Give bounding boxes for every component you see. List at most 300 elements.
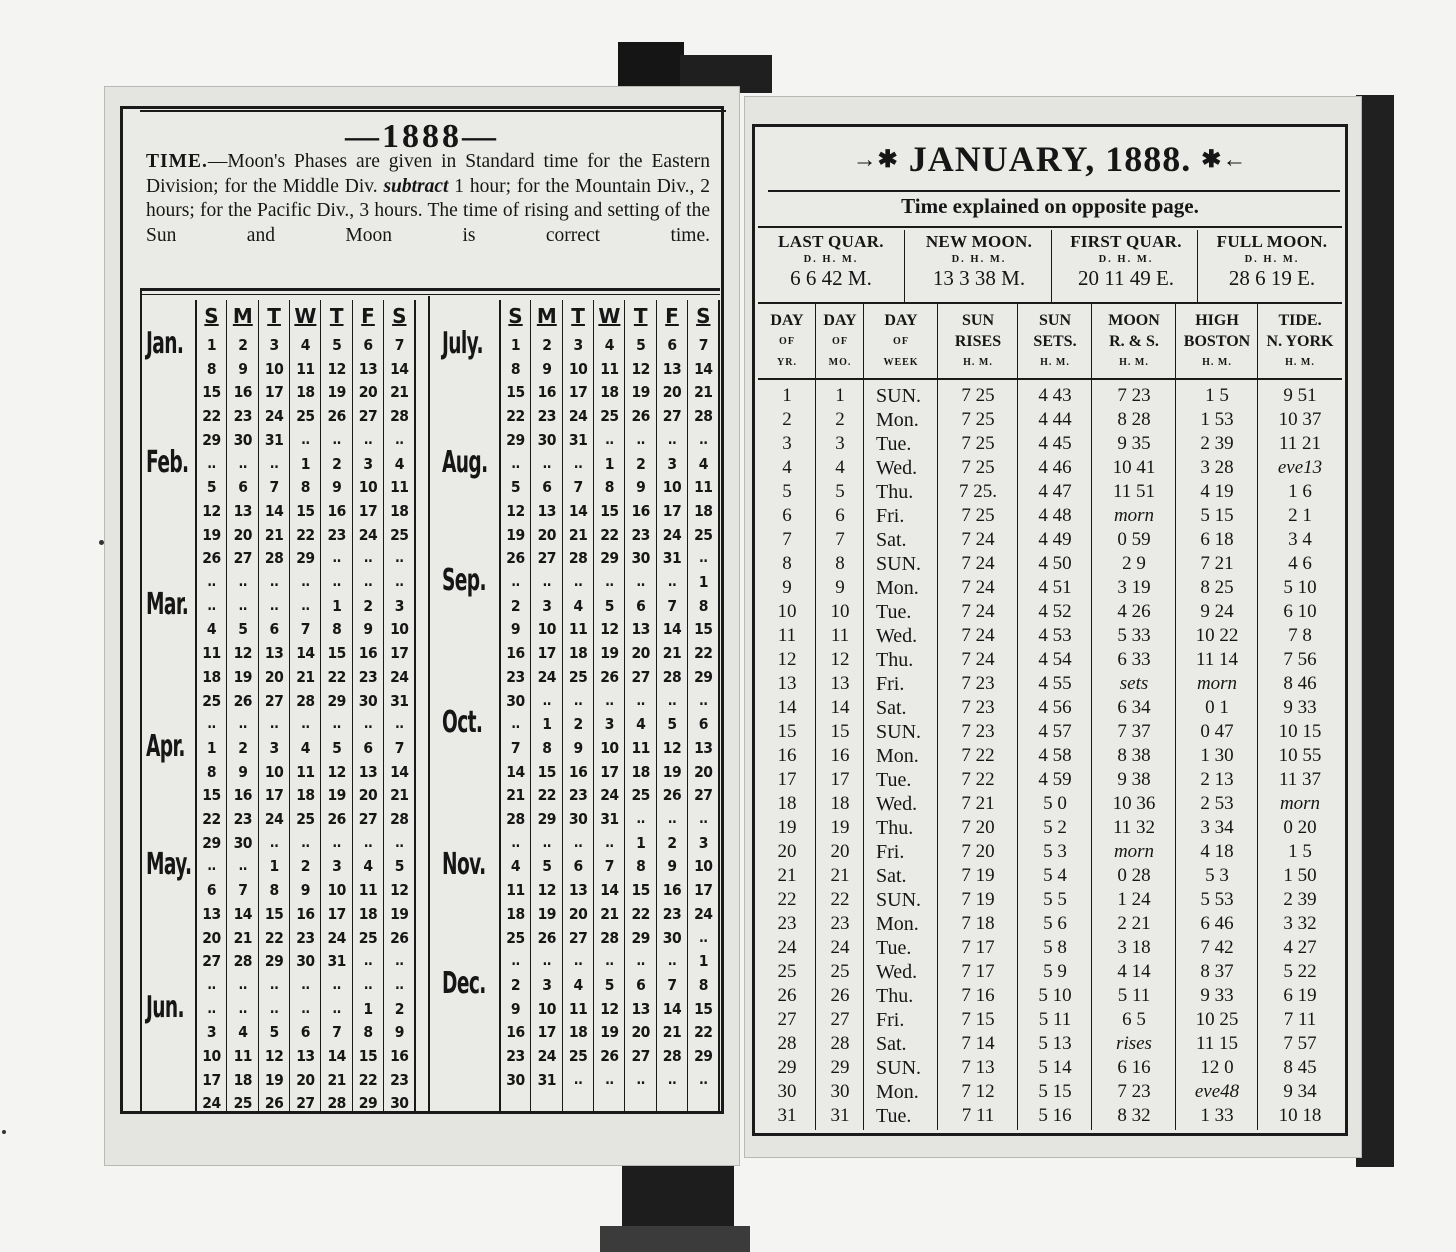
- calendar-day: 26: [600, 1047, 619, 1065]
- calendar-day: 30: [233, 833, 252, 852]
- almanac-cell: 4 52: [1038, 601, 1072, 622]
- almanac-cell: 4 54: [1038, 649, 1072, 670]
- almanac-cell: 19: [830, 817, 850, 838]
- calendar-day: 1: [332, 596, 342, 615]
- calendar-day: 25: [568, 667, 588, 686]
- calendar-day: ..: [511, 953, 520, 970]
- calendar-day: 5: [332, 738, 342, 757]
- calendar-day: 17: [568, 383, 588, 402]
- calendar-day: 30: [506, 691, 525, 710]
- almanac-cell: 7 17: [961, 937, 995, 958]
- almanac-cell: 27: [777, 1009, 797, 1030]
- calendar-day: 16: [568, 762, 588, 781]
- calendar-day: ..: [332, 716, 341, 733]
- almanac-cell: 14: [830, 697, 850, 718]
- calendar-day: 24: [694, 904, 713, 923]
- almanac-cell: SUN.: [876, 385, 922, 407]
- calendar-day: ..: [667, 953, 677, 970]
- calendar-day: 24: [537, 1047, 556, 1065]
- calendar-day: 16: [506, 1023, 525, 1042]
- calendar-day: 29: [694, 1047, 713, 1065]
- column-header: [816, 310, 864, 373]
- calendar-day: 20: [296, 1070, 315, 1089]
- almanac-cell: Sat.: [876, 529, 907, 551]
- almanac-cell: 5 15: [1200, 505, 1234, 526]
- almanac-cell: 6 18: [1200, 529, 1234, 550]
- calendar-day: 17: [662, 501, 682, 520]
- almanac-cell: 7 12: [961, 1081, 995, 1102]
- almanac-cell: 1 6: [1288, 481, 1312, 502]
- calendar-day: 28: [390, 810, 409, 828]
- calendar-day: 8: [300, 478, 310, 497]
- calendar-day: ..: [636, 692, 645, 709]
- calendar-day: ..: [238, 858, 248, 875]
- calendar-day: ..: [207, 716, 216, 733]
- almanac-cell: 1 30: [1200, 745, 1234, 766]
- calendar-day: 14: [296, 644, 315, 663]
- calendar-day: 1: [300, 454, 310, 473]
- almanac-cell: Tue.: [876, 433, 912, 455]
- calendar-day: 29: [506, 430, 525, 449]
- calendar-day: 19: [327, 383, 346, 402]
- table-header-rule: [758, 378, 1342, 380]
- month-label: Jun.: [146, 989, 184, 1025]
- calendar-day: 4: [698, 454, 708, 473]
- calendar-day: 12: [264, 1047, 284, 1065]
- calendar-day: 20: [662, 383, 682, 402]
- calendar-day: 7: [667, 596, 677, 615]
- calendar-day: 9: [238, 762, 248, 781]
- calendar-day: 9: [332, 478, 342, 497]
- almanac-cell: 7 24: [961, 577, 995, 598]
- calendar-day: 18: [568, 1023, 588, 1042]
- weekday-header: T: [633, 304, 648, 328]
- almanac-cell: 7 42: [1200, 937, 1234, 958]
- almanac-cell: 11 51: [1112, 481, 1156, 502]
- calendar-day: 13: [631, 999, 650, 1018]
- almanac-cell: 5 33: [1117, 625, 1151, 646]
- calendar-day: ..: [301, 431, 310, 448]
- calendar-day: ..: [699, 692, 708, 709]
- calendar-day: 20: [264, 667, 284, 686]
- phase-rule: [758, 302, 1342, 304]
- almanac-cell: 14: [777, 697, 797, 718]
- calendar-day: 11: [202, 644, 221, 663]
- calendar-day: 22: [264, 928, 284, 947]
- calendar-day: 1: [698, 952, 708, 971]
- calendar-day: 6: [573, 857, 583, 876]
- almanac-cell: morn: [1113, 841, 1155, 862]
- time-text-italic: subtract: [383, 175, 449, 197]
- calendar-day: 3: [363, 454, 373, 473]
- calendar-day: 28: [506, 810, 525, 828]
- calendar-day: 30: [358, 691, 378, 710]
- calendar-day: 13: [568, 881, 588, 900]
- almanac-cell: 22: [777, 889, 797, 910]
- calendar-day: 24: [537, 667, 556, 686]
- almanac-cell: 6 19: [1283, 985, 1317, 1006]
- calendar-day: 31: [662, 549, 682, 568]
- calendar-day: 9: [363, 620, 373, 639]
- almanac-cell: 15: [777, 721, 797, 742]
- calendar-day: ..: [573, 692, 583, 709]
- almanac-cell: Sat.: [876, 865, 907, 887]
- calendar-day: ..: [332, 976, 341, 993]
- calendar-day: 26: [202, 549, 221, 568]
- calendar-day: 29: [264, 952, 284, 971]
- calendar-day: ..: [636, 1071, 645, 1088]
- almanac-cell: 7 8: [1288, 625, 1312, 646]
- calendar-day: 19: [506, 525, 525, 544]
- calendar-day: 28: [694, 407, 713, 426]
- calendar-day: 2: [363, 596, 373, 615]
- calendar-day: 3: [332, 857, 342, 876]
- calendar-day: ..: [301, 574, 310, 590]
- calendar-day: 19: [600, 1023, 619, 1042]
- calendar-day: ..: [636, 953, 645, 970]
- calendar-day: 18: [631, 762, 650, 781]
- frame-rule: [140, 110, 726, 112]
- calendar-day: 10: [327, 881, 346, 900]
- almanac-cell: 9: [782, 577, 792, 598]
- almanac-cell: 25: [777, 961, 797, 982]
- almanac-cell: 5 3: [1043, 841, 1067, 862]
- calendar-day: 21: [296, 667, 315, 686]
- calendar-day: ..: [605, 953, 614, 970]
- calendar-day: 2: [542, 336, 552, 354]
- time-note: [146, 150, 710, 248]
- calendar-day: ..: [269, 574, 279, 590]
- calendar-day: 8: [332, 620, 342, 639]
- calendar-day: 7: [238, 881, 248, 900]
- calendar-day: 1: [542, 715, 552, 734]
- calendar-day: 18: [233, 1070, 252, 1089]
- almanac-cell: 6 33: [1117, 649, 1151, 670]
- calendar-day: 8: [269, 881, 279, 900]
- calendar-day: ..: [301, 834, 310, 851]
- weekday-header: M: [536, 304, 557, 328]
- calendar-day: ..: [238, 574, 248, 590]
- calendar-day: 13: [662, 359, 682, 378]
- almanac-cell: 8: [835, 553, 845, 574]
- calendar-day: 5: [604, 975, 614, 994]
- calendar-day: 5: [394, 857, 404, 876]
- calendar-day: 6: [269, 620, 279, 639]
- calendar-day: 15: [296, 501, 315, 520]
- calendar-day: 29: [327, 691, 346, 710]
- calendar-day: 9: [300, 881, 310, 900]
- almanac-cell: 7 56: [1283, 649, 1317, 670]
- calendar-day: 14: [662, 999, 682, 1018]
- almanac-cell: rises: [1116, 1033, 1152, 1054]
- almanac-cell: 7 22: [961, 745, 995, 766]
- calendar-day: 8: [542, 738, 552, 757]
- almanac-cell: 9: [835, 577, 845, 598]
- almanac-cell: 7 24: [961, 625, 995, 646]
- almanac-cell: 11 15: [1195, 1033, 1239, 1054]
- almanac-cell: 7 37: [1117, 721, 1151, 742]
- calendar-day: 20: [631, 1023, 650, 1042]
- calendar-day: 25: [568, 1047, 588, 1065]
- calendar-day: ..: [699, 811, 708, 827]
- almanac-cell: 5 16: [1038, 1105, 1072, 1126]
- calendar-day: 5: [667, 715, 677, 734]
- almanac-cell: 21: [777, 865, 797, 886]
- calendar-day: 12: [631, 359, 650, 378]
- calendar-day: 5: [604, 596, 614, 615]
- calendar-day: 15: [694, 620, 713, 639]
- column-header-line: YR.: [777, 357, 797, 368]
- almanac-cell: 2 1: [1288, 505, 1312, 526]
- almanac-cell: eve13: [1277, 457, 1323, 478]
- calendar-day: 2: [300, 857, 310, 876]
- calendar-rule: [428, 296, 430, 1112]
- calendar-day: 1: [269, 857, 279, 876]
- calendar-day: 7: [394, 738, 404, 757]
- calendar-day: 21: [233, 928, 252, 947]
- calendar-day: 26: [662, 786, 682, 805]
- calendar-day: 11: [390, 478, 409, 497]
- calendar-day: 26: [264, 1094, 284, 1113]
- calendar-day: ..: [238, 716, 248, 733]
- column-header: [1176, 310, 1258, 373]
- calendar-day: 6: [238, 478, 248, 497]
- almanac-cell: 2 39: [1200, 433, 1234, 454]
- almanac-cell: 29: [830, 1057, 850, 1078]
- almanac-cell: 10: [830, 601, 850, 622]
- calendar-day: 13: [537, 501, 556, 520]
- calendar-day: 30: [233, 430, 252, 449]
- calendar-day: 8: [636, 857, 646, 876]
- calendar-day: ..: [269, 455, 279, 472]
- almanac-cell: 4 57: [1038, 721, 1072, 742]
- almanac-cell: 7 25: [961, 505, 995, 526]
- calendar-day: ..: [269, 1000, 279, 1017]
- calendar-day: 3: [269, 738, 279, 757]
- almanac-cell: 4 49: [1038, 529, 1072, 550]
- almanac-cell: 7 20: [961, 841, 995, 862]
- almanac-cell: 2: [782, 409, 792, 430]
- almanac-cell: 4 18: [1200, 841, 1234, 862]
- almanac-cell: Tue.: [876, 769, 912, 791]
- calendar-day: 10: [537, 620, 556, 639]
- almanac-cell: 5 5: [1043, 889, 1067, 910]
- calendar-day: 11: [568, 999, 588, 1018]
- almanac-cell: 25: [830, 961, 850, 982]
- calendar-day: 3: [269, 336, 279, 354]
- calendar-day: ..: [395, 550, 404, 567]
- almanac-cell: 7 22: [961, 769, 995, 790]
- almanac-cell: 8 38: [1117, 745, 1151, 766]
- calendar-day: 27: [568, 928, 588, 947]
- calendar-day: ..: [395, 976, 404, 993]
- almanac-cell: 11: [830, 625, 850, 646]
- almanac-cell: 30: [830, 1081, 850, 1102]
- almanac-cell: 24: [777, 937, 797, 958]
- calendar-day: 8: [206, 359, 217, 378]
- calendar-day: ..: [573, 574, 583, 590]
- almanac-cell: Wed.: [876, 961, 918, 983]
- calendar-day: 16: [506, 644, 525, 663]
- calendar-day: 24: [662, 525, 682, 544]
- almanac-cell: 16: [830, 745, 850, 766]
- calendar-day: ..: [573, 455, 583, 472]
- calendar-day: 7: [604, 857, 614, 876]
- almanac-cell: 7: [782, 529, 792, 550]
- calendar-day: 8: [698, 975, 708, 994]
- column-header-line: WEEK: [883, 357, 919, 368]
- calendar-day: 17: [264, 786, 284, 805]
- almanac-cell: Fri.: [876, 841, 905, 863]
- almanac-cell: 8 37: [1200, 961, 1234, 982]
- margin-mark: [2, 1130, 6, 1134]
- calendar-day: 28: [600, 928, 619, 947]
- calendar-day: 5: [332, 336, 342, 354]
- almanac-cell: 3 34: [1200, 817, 1234, 838]
- calendar-day: ..: [207, 597, 216, 614]
- almanac-cell: 6 34: [1117, 697, 1151, 718]
- almanac-cell: 4 46: [1038, 457, 1072, 478]
- calendar-rule: [140, 288, 142, 1112]
- almanac-cell: 3 32: [1283, 913, 1317, 934]
- month-label: Dec.: [442, 965, 486, 1001]
- calendar-day: 19: [600, 644, 619, 663]
- almanac-cell: 5 11: [1038, 1009, 1072, 1030]
- subtitle-rule: [758, 226, 1342, 228]
- calendar-day: ..: [269, 976, 279, 993]
- calendar-day: 14: [264, 501, 284, 520]
- almanac-cell: 7 21: [1200, 553, 1234, 574]
- calendar-day: 22: [694, 644, 713, 663]
- calendar-day: 26: [233, 691, 252, 710]
- almanac-cell: 7 57: [1283, 1033, 1317, 1054]
- column-header-line: N. YORK: [1266, 333, 1334, 350]
- calendar-day: 7: [573, 478, 583, 497]
- calendar-day: 22: [296, 525, 315, 544]
- moon-phase: [758, 232, 904, 291]
- almanac-cell: 4 53: [1038, 625, 1072, 646]
- almanac-cell: Thu.: [876, 985, 914, 1007]
- almanac-cell: 4 56: [1038, 697, 1072, 718]
- calendar-day: 12: [662, 738, 682, 757]
- calendar-day: 4: [300, 336, 310, 354]
- almanac-cell: morn: [1113, 505, 1155, 526]
- almanac-cell: 5 15: [1038, 1081, 1072, 1102]
- calendar-day: ..: [301, 976, 310, 993]
- column-header-line: DAY: [823, 312, 857, 329]
- almanac-cell: 12: [830, 649, 850, 670]
- phase-units: D. H. M.: [803, 254, 859, 265]
- calendar-day: 2: [394, 999, 404, 1018]
- calendar-day: 6: [636, 975, 646, 994]
- calendar-day: 7: [510, 738, 521, 757]
- almanac-cell: 7 23: [961, 673, 995, 694]
- calendar-day: 24: [568, 407, 588, 426]
- month-label: Jan.: [146, 326, 184, 361]
- calendar-day: ..: [542, 953, 552, 970]
- calendar-day: 2: [332, 454, 342, 473]
- almanac-cell: 10 41: [1112, 457, 1156, 478]
- calendar-day: 7: [269, 478, 279, 497]
- calendar-day: 11: [568, 620, 588, 639]
- almanac-cell: 16: [777, 745, 797, 766]
- almanac-cell: 5 22: [1283, 961, 1317, 982]
- almanac-cell: 1: [835, 385, 845, 406]
- almanac-cell: 3 18: [1117, 937, 1151, 958]
- almanac-cell: 7 24: [961, 553, 995, 574]
- calendar-day: 25: [600, 407, 619, 426]
- almanac-cell: 23: [830, 913, 850, 934]
- calendar-day: 27: [358, 407, 378, 426]
- column-header-line: HIGH: [1195, 312, 1239, 329]
- month-label: Sep.: [442, 563, 486, 598]
- almanac-cell: 7 24: [961, 601, 995, 622]
- almanac-cell: 10 37: [1278, 409, 1322, 430]
- column-header-line: SETS.: [1033, 333, 1077, 350]
- calendar-day: ..: [605, 431, 614, 448]
- calendar-day: 26: [327, 407, 346, 426]
- almanac-cell: 11 14: [1195, 649, 1239, 670]
- calendar-day: 16: [358, 644, 378, 663]
- almanac-cell: Mon.: [876, 409, 919, 431]
- calendar-day: 4: [573, 596, 583, 615]
- calendar-day: 10: [264, 762, 284, 781]
- almanac-cell: 7 25: [961, 457, 995, 478]
- calendar-day: 7: [698, 336, 708, 354]
- calendar-day: 14: [662, 620, 682, 639]
- almanac-cell: 11 32: [1112, 817, 1156, 838]
- almanac-cell: 13: [777, 673, 797, 694]
- calendar-day: 26: [537, 928, 556, 947]
- calendar-day: 30: [390, 1094, 409, 1113]
- calendar-day: 27: [694, 786, 713, 805]
- almanac-cell: 1 53: [1200, 409, 1234, 430]
- calendar-day: 15: [264, 904, 284, 923]
- calendar-day: 29: [202, 833, 221, 852]
- almanac-cell: 6: [835, 505, 845, 526]
- calendar-day: 21: [327, 1070, 346, 1089]
- column-header-line: DAY: [884, 312, 918, 329]
- almanac-cell: 15: [830, 721, 850, 742]
- almanac-cell: Tue.: [876, 937, 912, 959]
- almanac-cell: 5 10: [1283, 577, 1317, 598]
- almanac-cell: 31: [777, 1105, 797, 1126]
- calendar-day: 8: [604, 478, 614, 497]
- calendar-day: 16: [327, 501, 346, 520]
- calendar-day: ..: [667, 574, 677, 590]
- weekday-header: S: [508, 304, 523, 328]
- calendar-day: 7: [332, 1023, 342, 1042]
- calendar-day: 25: [506, 928, 525, 947]
- calendar-day: 11: [631, 738, 650, 757]
- calendar-day: 17: [537, 644, 556, 663]
- calendar-day: 25: [296, 810, 315, 828]
- calendar-day: 18: [600, 383, 619, 402]
- almanac-cell: 7 23: [961, 697, 995, 718]
- calendar-day: ..: [395, 431, 404, 448]
- calendar-day: 6: [542, 478, 552, 497]
- calendar-day: ..: [636, 811, 645, 827]
- calendar-day: 18: [358, 904, 378, 923]
- calendar-day: 29: [631, 928, 650, 947]
- calendar-day: 23: [631, 525, 650, 544]
- almanac-cell: 2 39: [1283, 889, 1317, 910]
- calendar-day: 8: [510, 359, 521, 378]
- calendar-day: ..: [573, 953, 583, 970]
- calendar-day: 9: [510, 999, 521, 1018]
- almanac-cell: 7 23: [1117, 1081, 1151, 1102]
- almanac-cell: Thu.: [876, 649, 914, 671]
